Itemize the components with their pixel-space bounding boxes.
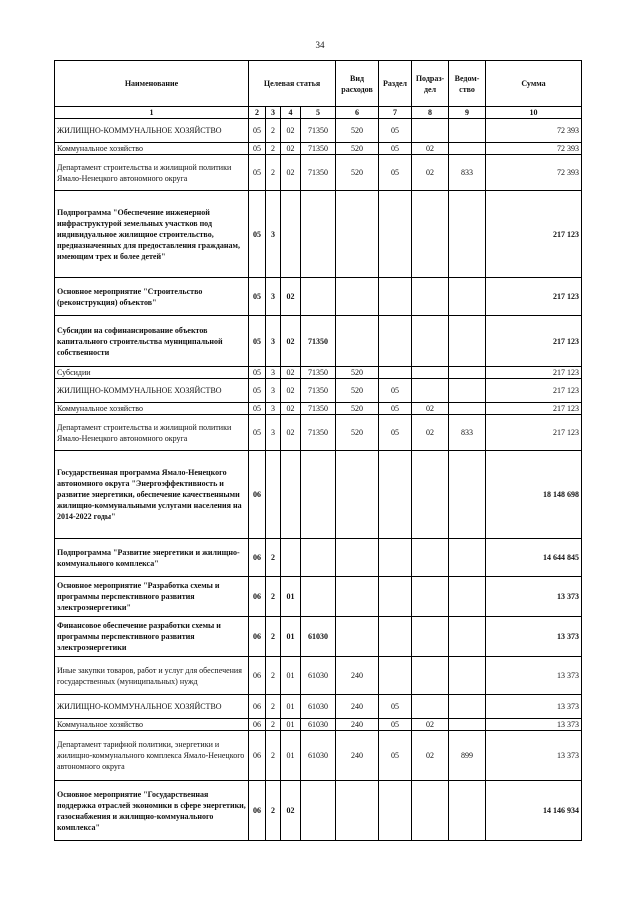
expense-type-cell: 520: [336, 119, 379, 143]
subsection-cell: 02: [412, 403, 449, 415]
target-program-cell: 06: [249, 539, 266, 577]
expense-type-cell: 240: [336, 657, 379, 695]
amount-cell: 13 373: [486, 731, 582, 781]
header-section: Раздел: [379, 61, 412, 107]
target-direction-cell: 71350: [301, 316, 336, 367]
target-direction-cell: 71350: [301, 403, 336, 415]
row-name-cell: Субсидии: [55, 367, 249, 379]
table-row: [55, 695, 582, 719]
row-name-cell: Коммунальное хозяйство: [55, 403, 249, 415]
header-row: [55, 61, 582, 107]
target-subprogram-cell: 2: [266, 695, 281, 719]
target-activity-cell: 01: [281, 577, 301, 617]
column-number: 5: [301, 107, 336, 119]
amount-cell: 217 123: [486, 367, 582, 379]
section-cell: [379, 657, 412, 695]
table-row: [55, 539, 582, 577]
target-direction-cell: [301, 278, 336, 316]
target-subprogram-cell: 3: [266, 379, 281, 403]
page-number: 34: [315, 40, 325, 50]
expense-type-cell: [336, 278, 379, 316]
row-name-cell: ЖИЛИЩНО-КОММУНАЛЬНОЕ ХОЗЯЙСТВО: [55, 695, 249, 719]
table-row: [55, 119, 582, 143]
expense-type-cell: [336, 617, 379, 657]
expense-type-cell: 240: [336, 731, 379, 781]
department-cell: 833: [449, 415, 486, 451]
department-cell: 899: [449, 731, 486, 781]
target-activity-cell: 02: [281, 143, 301, 155]
column-number-row: [55, 107, 582, 119]
target-subprogram-cell: 3: [266, 415, 281, 451]
table-row: [55, 191, 582, 278]
target-subprogram-cell: 3: [266, 278, 281, 316]
table-row: [55, 731, 582, 781]
row-name-cell: Субсидии на софинансирование объектов капитального строительства муниципальной собственности: [55, 316, 249, 367]
amount-cell: 72 393: [486, 143, 582, 155]
target-program-cell: 05: [249, 415, 266, 451]
department-cell: [449, 191, 486, 278]
target-subprogram-cell: 3: [266, 316, 281, 367]
table-row: [55, 379, 582, 403]
expense-type-cell: 520: [336, 403, 379, 415]
section-cell: 05: [379, 403, 412, 415]
target-subprogram-cell: 3: [266, 367, 281, 379]
target-program-cell: 05: [249, 143, 266, 155]
header-subsection: Подраз-дел: [412, 61, 449, 107]
budget-table: [54, 60, 582, 841]
amount-cell: 217 123: [486, 403, 582, 415]
target-program-cell: 06: [249, 577, 266, 617]
department-cell: [449, 695, 486, 719]
subsection-cell: 02: [412, 155, 449, 191]
row-name-cell: Государственная программа Ямало-Ненецкого автономного округа "Энергоэффективность и развитие энергетики, обеспечение качественными жилищно-коммунальными услугами населения на 2014-2022 годы": [55, 451, 249, 539]
row-name-cell: ЖИЛИЩНО-КОММУНАЛЬНОЕ ХОЗЯЙСТВО: [55, 119, 249, 143]
amount-cell: 217 123: [486, 278, 582, 316]
target-program-cell: 05: [249, 155, 266, 191]
table-row: [55, 657, 582, 695]
target-direction-cell: [301, 781, 336, 841]
target-program-cell: 06: [249, 695, 266, 719]
target-activity-cell: [281, 191, 301, 278]
target-direction-cell: 61030: [301, 617, 336, 657]
section-cell: 05: [379, 379, 412, 403]
amount-cell: 72 393: [486, 119, 582, 143]
target-subprogram-cell: 3: [266, 191, 281, 278]
department-cell: [449, 657, 486, 695]
department-cell: [449, 539, 486, 577]
target-program-cell: 05: [249, 278, 266, 316]
target-direction-cell: 61030: [301, 695, 336, 719]
column-number: 7: [379, 107, 412, 119]
amount-cell: 13 373: [486, 617, 582, 657]
target-direction-cell: [301, 191, 336, 278]
header-name: Наименование: [55, 61, 249, 107]
target-subprogram-cell: 2: [266, 719, 281, 731]
target-program-cell: 06: [249, 731, 266, 781]
amount-cell: 14 146 934: [486, 781, 582, 841]
expense-type-cell: [336, 781, 379, 841]
department-cell: [449, 781, 486, 841]
section-cell: [379, 367, 412, 379]
table-row: [55, 781, 582, 841]
amount-cell: 13 373: [486, 577, 582, 617]
table-row: [55, 316, 582, 367]
subsection-cell: [412, 278, 449, 316]
table-row: [55, 577, 582, 617]
expense-type-cell: 520: [336, 155, 379, 191]
subsection-cell: [412, 695, 449, 719]
target-activity-cell: 02: [281, 403, 301, 415]
target-subprogram-cell: 2: [266, 617, 281, 657]
header-expense-type: Вид расходов: [336, 61, 379, 107]
column-number: 4: [281, 107, 301, 119]
department-cell: [449, 316, 486, 367]
amount-cell: 217 123: [486, 191, 582, 278]
expense-type-cell: [336, 316, 379, 367]
target-program-cell: 05: [249, 367, 266, 379]
department-cell: [449, 367, 486, 379]
subsection-cell: 02: [412, 731, 449, 781]
target-program-cell: 05: [249, 191, 266, 278]
department-cell: [449, 577, 486, 617]
column-number: 8: [412, 107, 449, 119]
table-row: [55, 143, 582, 155]
target-subprogram-cell: 2: [266, 539, 281, 577]
table-row: [55, 403, 582, 415]
department-cell: [449, 617, 486, 657]
target-direction-cell: 71350: [301, 155, 336, 191]
column-number: 1: [55, 107, 249, 119]
target-subprogram-cell: 2: [266, 577, 281, 617]
subsection-cell: [412, 316, 449, 367]
expense-type-cell: 520: [336, 415, 379, 451]
section-cell: 05: [379, 119, 412, 143]
column-number: 3: [266, 107, 281, 119]
row-name-cell: Коммунальное хозяйство: [55, 143, 249, 155]
section-cell: 05: [379, 719, 412, 731]
target-activity-cell: 02: [281, 781, 301, 841]
table-row: [55, 415, 582, 451]
table-row: [55, 451, 582, 539]
department-cell: [449, 119, 486, 143]
target-activity-cell: 01: [281, 731, 301, 781]
section-cell: 05: [379, 415, 412, 451]
target-direction-cell: 61030: [301, 719, 336, 731]
target-subprogram-cell: 2: [266, 119, 281, 143]
target-subprogram-cell: 2: [266, 781, 281, 841]
row-name-cell: Финансовое обеспечение разработки схемы и программы перспективного развития электроэнергетики: [55, 617, 249, 657]
section-cell: [379, 451, 412, 539]
target-activity-cell: [281, 539, 301, 577]
expense-type-cell: 520: [336, 379, 379, 403]
target-activity-cell: [281, 451, 301, 539]
department-cell: [449, 143, 486, 155]
amount-cell: 217 123: [486, 316, 582, 367]
subsection-cell: 02: [412, 143, 449, 155]
target-activity-cell: 01: [281, 657, 301, 695]
row-name-cell: Основное мероприятие "Государственная поддержка отраслей экономики в сфере энергетики, газоснабжения и жилищно-коммунального комплекса": [55, 781, 249, 841]
target-direction-cell: 71350: [301, 143, 336, 155]
target-direction-cell: [301, 451, 336, 539]
target-direction-cell: [301, 539, 336, 577]
expense-type-cell: 520: [336, 143, 379, 155]
expense-type-cell: 520: [336, 367, 379, 379]
amount-cell: 13 373: [486, 719, 582, 731]
target-subprogram-cell: 2: [266, 155, 281, 191]
subsection-cell: [412, 657, 449, 695]
row-name-cell: Основное мероприятие "Разработка схемы и программы перспективного развития электроэнергетики": [55, 577, 249, 617]
department-cell: 833: [449, 155, 486, 191]
header-department: Ведом-ство: [449, 61, 486, 107]
target-activity-cell: 02: [281, 278, 301, 316]
target-program-cell: 06: [249, 657, 266, 695]
section-cell: 05: [379, 731, 412, 781]
row-name-cell: Коммунальное хозяйство: [55, 719, 249, 731]
subsection-cell: [412, 539, 449, 577]
target-direction-cell: [301, 577, 336, 617]
header-amount: Сумма: [486, 61, 582, 107]
section-cell: [379, 316, 412, 367]
row-name-cell: Подпрограмма "Развитие энергетики и жилищно-коммунального комплекса": [55, 539, 249, 577]
target-program-cell: 06: [249, 719, 266, 731]
section-cell: [379, 617, 412, 657]
row-name-cell: Основное мероприятие "Строительство (реконструкция) объектов": [55, 278, 249, 316]
subsection-cell: [412, 451, 449, 539]
section-cell: [379, 278, 412, 316]
table-row: [55, 155, 582, 191]
expense-type-cell: 240: [336, 695, 379, 719]
amount-cell: 217 123: [486, 415, 582, 451]
subsection-cell: [412, 781, 449, 841]
column-number: 2: [249, 107, 266, 119]
target-activity-cell: 01: [281, 719, 301, 731]
expense-type-cell: [336, 451, 379, 539]
target-subprogram-cell: [266, 451, 281, 539]
target-subprogram-cell: 2: [266, 657, 281, 695]
table-row: [55, 367, 582, 379]
target-activity-cell: 02: [281, 119, 301, 143]
expense-type-cell: [336, 539, 379, 577]
target-program-cell: 06: [249, 781, 266, 841]
subsection-cell: [412, 577, 449, 617]
target-direction-cell: 61030: [301, 731, 336, 781]
expense-type-cell: [336, 191, 379, 278]
target-activity-cell: 02: [281, 367, 301, 379]
target-activity-cell: 02: [281, 316, 301, 367]
table-row: [55, 617, 582, 657]
expense-type-cell: 240: [336, 719, 379, 731]
department-cell: [449, 379, 486, 403]
target-direction-cell: 71350: [301, 119, 336, 143]
section-cell: 05: [379, 143, 412, 155]
row-name-cell: Департамент строительства и жилищной политики Ямало-Ненецкого автономного округа: [55, 415, 249, 451]
column-number: 6: [336, 107, 379, 119]
target-activity-cell: 02: [281, 379, 301, 403]
table-row: [55, 719, 582, 731]
section-cell: 05: [379, 155, 412, 191]
expense-type-cell: [336, 577, 379, 617]
row-name-cell: Подпрограмма "Обеспечение инженерной инфраструктурой земельных участков под индивидуальное жилищное строительство, предназначенных для предоставления гражданам, имеющим трех и более детей": [55, 191, 249, 278]
target-activity-cell: 01: [281, 695, 301, 719]
section-cell: [379, 539, 412, 577]
department-cell: [449, 451, 486, 539]
subsection-cell: 02: [412, 719, 449, 731]
subsection-cell: [412, 119, 449, 143]
row-name-cell: Департамент строительства и жилищной политики Ямало-Ненецкого автономного округа: [55, 155, 249, 191]
target-subprogram-cell: 2: [266, 143, 281, 155]
subsection-cell: 02: [412, 415, 449, 451]
amount-cell: 18 148 698: [486, 451, 582, 539]
target-program-cell: 06: [249, 617, 266, 657]
row-name-cell: Иные закупки товаров, работ и услуг для обеспечения государственных (муниципальных) нужд: [55, 657, 249, 695]
target-subprogram-cell: 2: [266, 731, 281, 781]
department-cell: [449, 403, 486, 415]
target-program-cell: 06: [249, 451, 266, 539]
target-direction-cell: 61030: [301, 657, 336, 695]
target-activity-cell: 02: [281, 415, 301, 451]
target-program-cell: 05: [249, 379, 266, 403]
section-cell: [379, 191, 412, 278]
target-program-cell: 05: [249, 403, 266, 415]
target-activity-cell: 01: [281, 617, 301, 657]
column-number: 10: [486, 107, 582, 119]
subsection-cell: [412, 191, 449, 278]
subsection-cell: [412, 379, 449, 403]
amount-cell: 14 644 845: [486, 539, 582, 577]
header-target-article: Целевая статья: [249, 61, 336, 107]
department-cell: [449, 719, 486, 731]
target-activity-cell: 02: [281, 155, 301, 191]
target-direction-cell: 71350: [301, 415, 336, 451]
section-cell: 05: [379, 695, 412, 719]
amount-cell: 13 373: [486, 657, 582, 695]
section-cell: [379, 781, 412, 841]
table-body: [55, 119, 582, 841]
target-direction-cell: 71350: [301, 367, 336, 379]
table-row: [55, 278, 582, 316]
amount-cell: 72 393: [486, 155, 582, 191]
row-name-cell: Департамент тарифной политики, энергетики и жилищно-коммунального комплекса Ямало-Ненецкого автономного округа: [55, 731, 249, 781]
department-cell: [449, 278, 486, 316]
row-name-cell: ЖИЛИЩНО-КОММУНАЛЬНОЕ ХОЗЯЙСТВО: [55, 379, 249, 403]
column-number: 9: [449, 107, 486, 119]
subsection-cell: [412, 367, 449, 379]
target-direction-cell: 71350: [301, 379, 336, 403]
target-subprogram-cell: 3: [266, 403, 281, 415]
amount-cell: 217 123: [486, 379, 582, 403]
amount-cell: 13 373: [486, 695, 582, 719]
subsection-cell: [412, 617, 449, 657]
target-program-cell: 05: [249, 119, 266, 143]
section-cell: [379, 577, 412, 617]
target-program-cell: 05: [249, 316, 266, 367]
